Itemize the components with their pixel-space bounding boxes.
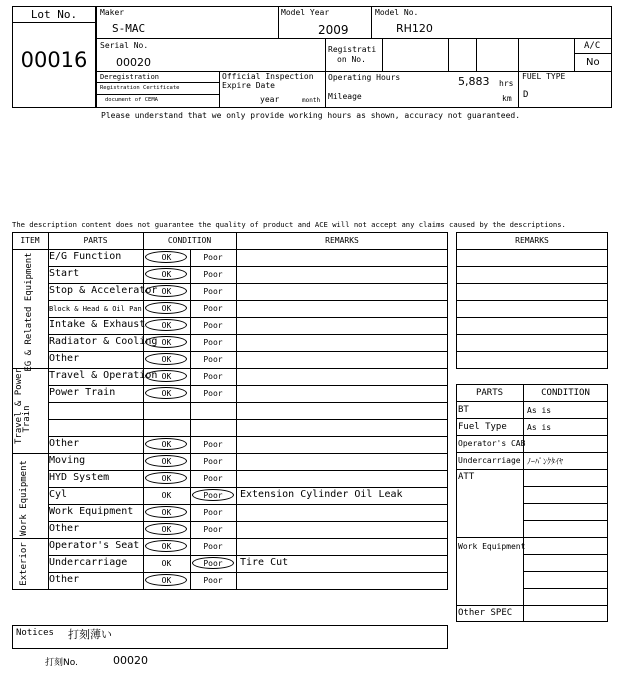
serial-label: Serial No. xyxy=(100,41,149,50)
remark-text: Tire Cut xyxy=(240,557,289,568)
spec-value-fuel-type: As is xyxy=(527,423,552,432)
hrs-unit: hrs xyxy=(499,79,514,88)
model-year-label: Model Year xyxy=(281,8,330,17)
poor-selected-marker xyxy=(192,557,234,569)
spec-part-fuel-type: Fuel Type xyxy=(458,422,507,432)
spec-value-undercarriage: ﾉｰﾊﾟﾝｸﾀｲﾔ xyxy=(527,457,563,466)
ok-selected-marker xyxy=(145,353,187,365)
operating-hours-label: Operating Hours xyxy=(328,73,401,82)
ok-selected-marker xyxy=(145,302,187,314)
inspection-label-2: Expire Date xyxy=(222,81,275,90)
ok-selected-marker xyxy=(145,455,187,467)
condition-poor: Poor xyxy=(203,525,223,534)
condition-ok: OK xyxy=(161,508,172,517)
ok-selected-marker xyxy=(145,438,187,450)
condition-ok: OK xyxy=(161,355,172,364)
reg-cert-label: Registration Certificate xyxy=(100,85,180,91)
col-remarks-header: REMARKS xyxy=(325,236,359,245)
condition-ok: OK xyxy=(161,542,172,551)
part-name: Moving xyxy=(49,455,86,466)
registration-label-1: Registrati xyxy=(328,45,377,54)
condition-poor: Poor xyxy=(203,338,223,347)
disclaimer-text: The description content does not guarantee the quality of product and ACE will not accept any claims caused by the descriptions. xyxy=(12,220,566,229)
part-name: Stop & Accelerator xyxy=(49,285,158,296)
stamp-number-value: 00020 xyxy=(113,654,148,667)
month-label: month xyxy=(302,97,321,104)
condition-poor: Poor xyxy=(203,389,223,398)
condition-ok: OK xyxy=(161,440,172,449)
model-no-label: Model No. xyxy=(375,8,419,17)
right-remarks-header: REMARKS xyxy=(515,236,549,245)
spec-value-bt: As is xyxy=(527,406,552,415)
mileage-label: Mileage xyxy=(328,92,362,101)
condition-poor: Poor xyxy=(203,440,223,449)
part-name: Undercarriage xyxy=(49,557,128,568)
condition-ok: OK xyxy=(161,389,172,398)
condition-ok: OK xyxy=(161,253,172,262)
notices-value: 打刻薄い xyxy=(68,628,112,641)
condition-poor: Poor xyxy=(203,355,223,364)
part-name: Travel & Operation xyxy=(49,370,158,381)
stamp-number-label: 打刻No. xyxy=(45,658,78,668)
ok-selected-marker xyxy=(145,336,187,348)
condition-ok: OK xyxy=(161,321,172,330)
ok-selected-marker xyxy=(145,268,187,280)
part-name: Intake & Exhaust xyxy=(49,319,146,330)
group-eg-related: EG & Related Equipment xyxy=(24,252,34,372)
hours-notice: Please understand that we only provide working hours as shown, accuracy not guaranteed. xyxy=(101,111,521,120)
condition-poor: Poor xyxy=(203,508,223,517)
lot-label: Lot No. xyxy=(30,8,78,21)
condition-poor: Poor xyxy=(203,253,223,262)
ac-value: No xyxy=(586,57,600,68)
condition-poor: Poor xyxy=(203,559,223,568)
condition-poor: Poor xyxy=(203,321,223,330)
condition-poor: Poor xyxy=(203,491,223,500)
condition-ok: OK xyxy=(161,491,172,500)
spec-part-operator-cab: Operator's CAB xyxy=(458,439,526,448)
condition-poor: Poor xyxy=(203,270,223,279)
part-name: E/G Function xyxy=(49,251,122,262)
part-name: Start xyxy=(49,268,80,279)
ok-selected-marker xyxy=(145,472,187,484)
poor-selected-marker xyxy=(192,489,234,501)
condition-poor: Poor xyxy=(203,474,223,483)
part-name: Other xyxy=(49,353,80,364)
ok-selected-marker xyxy=(145,251,187,263)
ok-selected-marker xyxy=(145,319,187,331)
part-name: Radiator & Cooling xyxy=(49,336,158,347)
spec-part-att: ATT xyxy=(458,472,475,482)
part-name: HYD System xyxy=(49,472,110,483)
model-no-value: RH120 xyxy=(396,22,433,35)
fuel-type-value: D xyxy=(523,90,529,100)
group-exterior: Exterior xyxy=(19,542,29,586)
col-item-header: ITEM xyxy=(20,236,40,245)
part-name: Work Equipment xyxy=(49,506,134,517)
condition-ok: OK xyxy=(161,372,172,381)
col-parts-header: PARTS xyxy=(83,236,108,245)
km-unit: km xyxy=(502,94,512,103)
part-name: Block & Head & Oil Pan xyxy=(49,305,142,313)
condition-ok: OK xyxy=(161,270,172,279)
condition-ok: OK xyxy=(161,525,172,534)
operating-hours-value: 5,883 xyxy=(458,75,490,88)
condition-ok: OK xyxy=(161,338,172,347)
spec-part-bt: BT xyxy=(458,405,469,415)
group-travel-power-1: Travel & Power xyxy=(14,368,24,444)
ok-selected-marker xyxy=(145,574,187,586)
condition-poor: Poor xyxy=(203,576,223,585)
registration-label-2: on No. xyxy=(337,55,366,64)
part-name: Cyl xyxy=(49,489,68,500)
part-name: Operator's Seat xyxy=(49,540,140,551)
part-name: Other xyxy=(49,438,80,449)
col-condition-header: CONDITION xyxy=(167,236,212,245)
lot-number: 00016 xyxy=(20,48,88,72)
condition-poor: Poor xyxy=(203,372,223,381)
part-name: Other xyxy=(49,574,80,585)
ac-label: A/C xyxy=(584,41,601,51)
condition-ok: OK xyxy=(161,457,172,466)
ok-selected-marker xyxy=(145,523,187,535)
inspection-label-1: Official Inspection xyxy=(222,72,314,81)
condition-ok: OK xyxy=(161,304,172,313)
condition-ok: OK xyxy=(161,576,172,585)
spec-part-work-equipment: Work Equipment xyxy=(458,542,526,551)
group-travel-power-2: Train xyxy=(22,405,32,433)
spec-part-undercarriage: Undercarriage xyxy=(458,456,521,465)
ok-selected-marker xyxy=(145,285,187,297)
remark-text: Extension Cylinder Oil Leak xyxy=(240,489,403,500)
notices-label: Notices xyxy=(16,628,54,638)
cema-label: document of CEMA xyxy=(105,97,158,103)
maker-label: Maker xyxy=(100,8,125,17)
ok-selected-marker xyxy=(145,506,187,518)
spec-part-other-spec: Other SPEC xyxy=(458,608,513,618)
condition-poor: Poor xyxy=(203,457,223,466)
condition-ok: OK xyxy=(161,287,172,296)
ok-selected-marker xyxy=(145,370,187,382)
model-year-value: 2009 xyxy=(318,23,349,37)
maker-value: S-MAC xyxy=(112,22,146,35)
condition-poor: Poor xyxy=(203,542,223,551)
spec-parts-header: PARTS xyxy=(475,388,504,398)
condition-poor: Poor xyxy=(203,287,223,296)
condition-poor: Poor xyxy=(203,304,223,313)
condition-ok: OK xyxy=(161,474,172,483)
part-name: Other xyxy=(49,523,80,534)
serial-value: 00020 xyxy=(116,56,151,69)
fuel-type-label: FUEL TYPE xyxy=(522,72,566,81)
group-work-equipment: Work Equipment xyxy=(19,460,29,536)
year-label: year xyxy=(260,95,280,104)
deregistration-label: Deregistration xyxy=(100,73,160,81)
spec-condition-header: CONDITION xyxy=(541,388,590,398)
ok-selected-marker xyxy=(145,387,187,399)
part-name: Power Train xyxy=(49,387,116,398)
condition-ok: OK xyxy=(161,559,172,568)
ok-selected-marker xyxy=(145,540,187,552)
